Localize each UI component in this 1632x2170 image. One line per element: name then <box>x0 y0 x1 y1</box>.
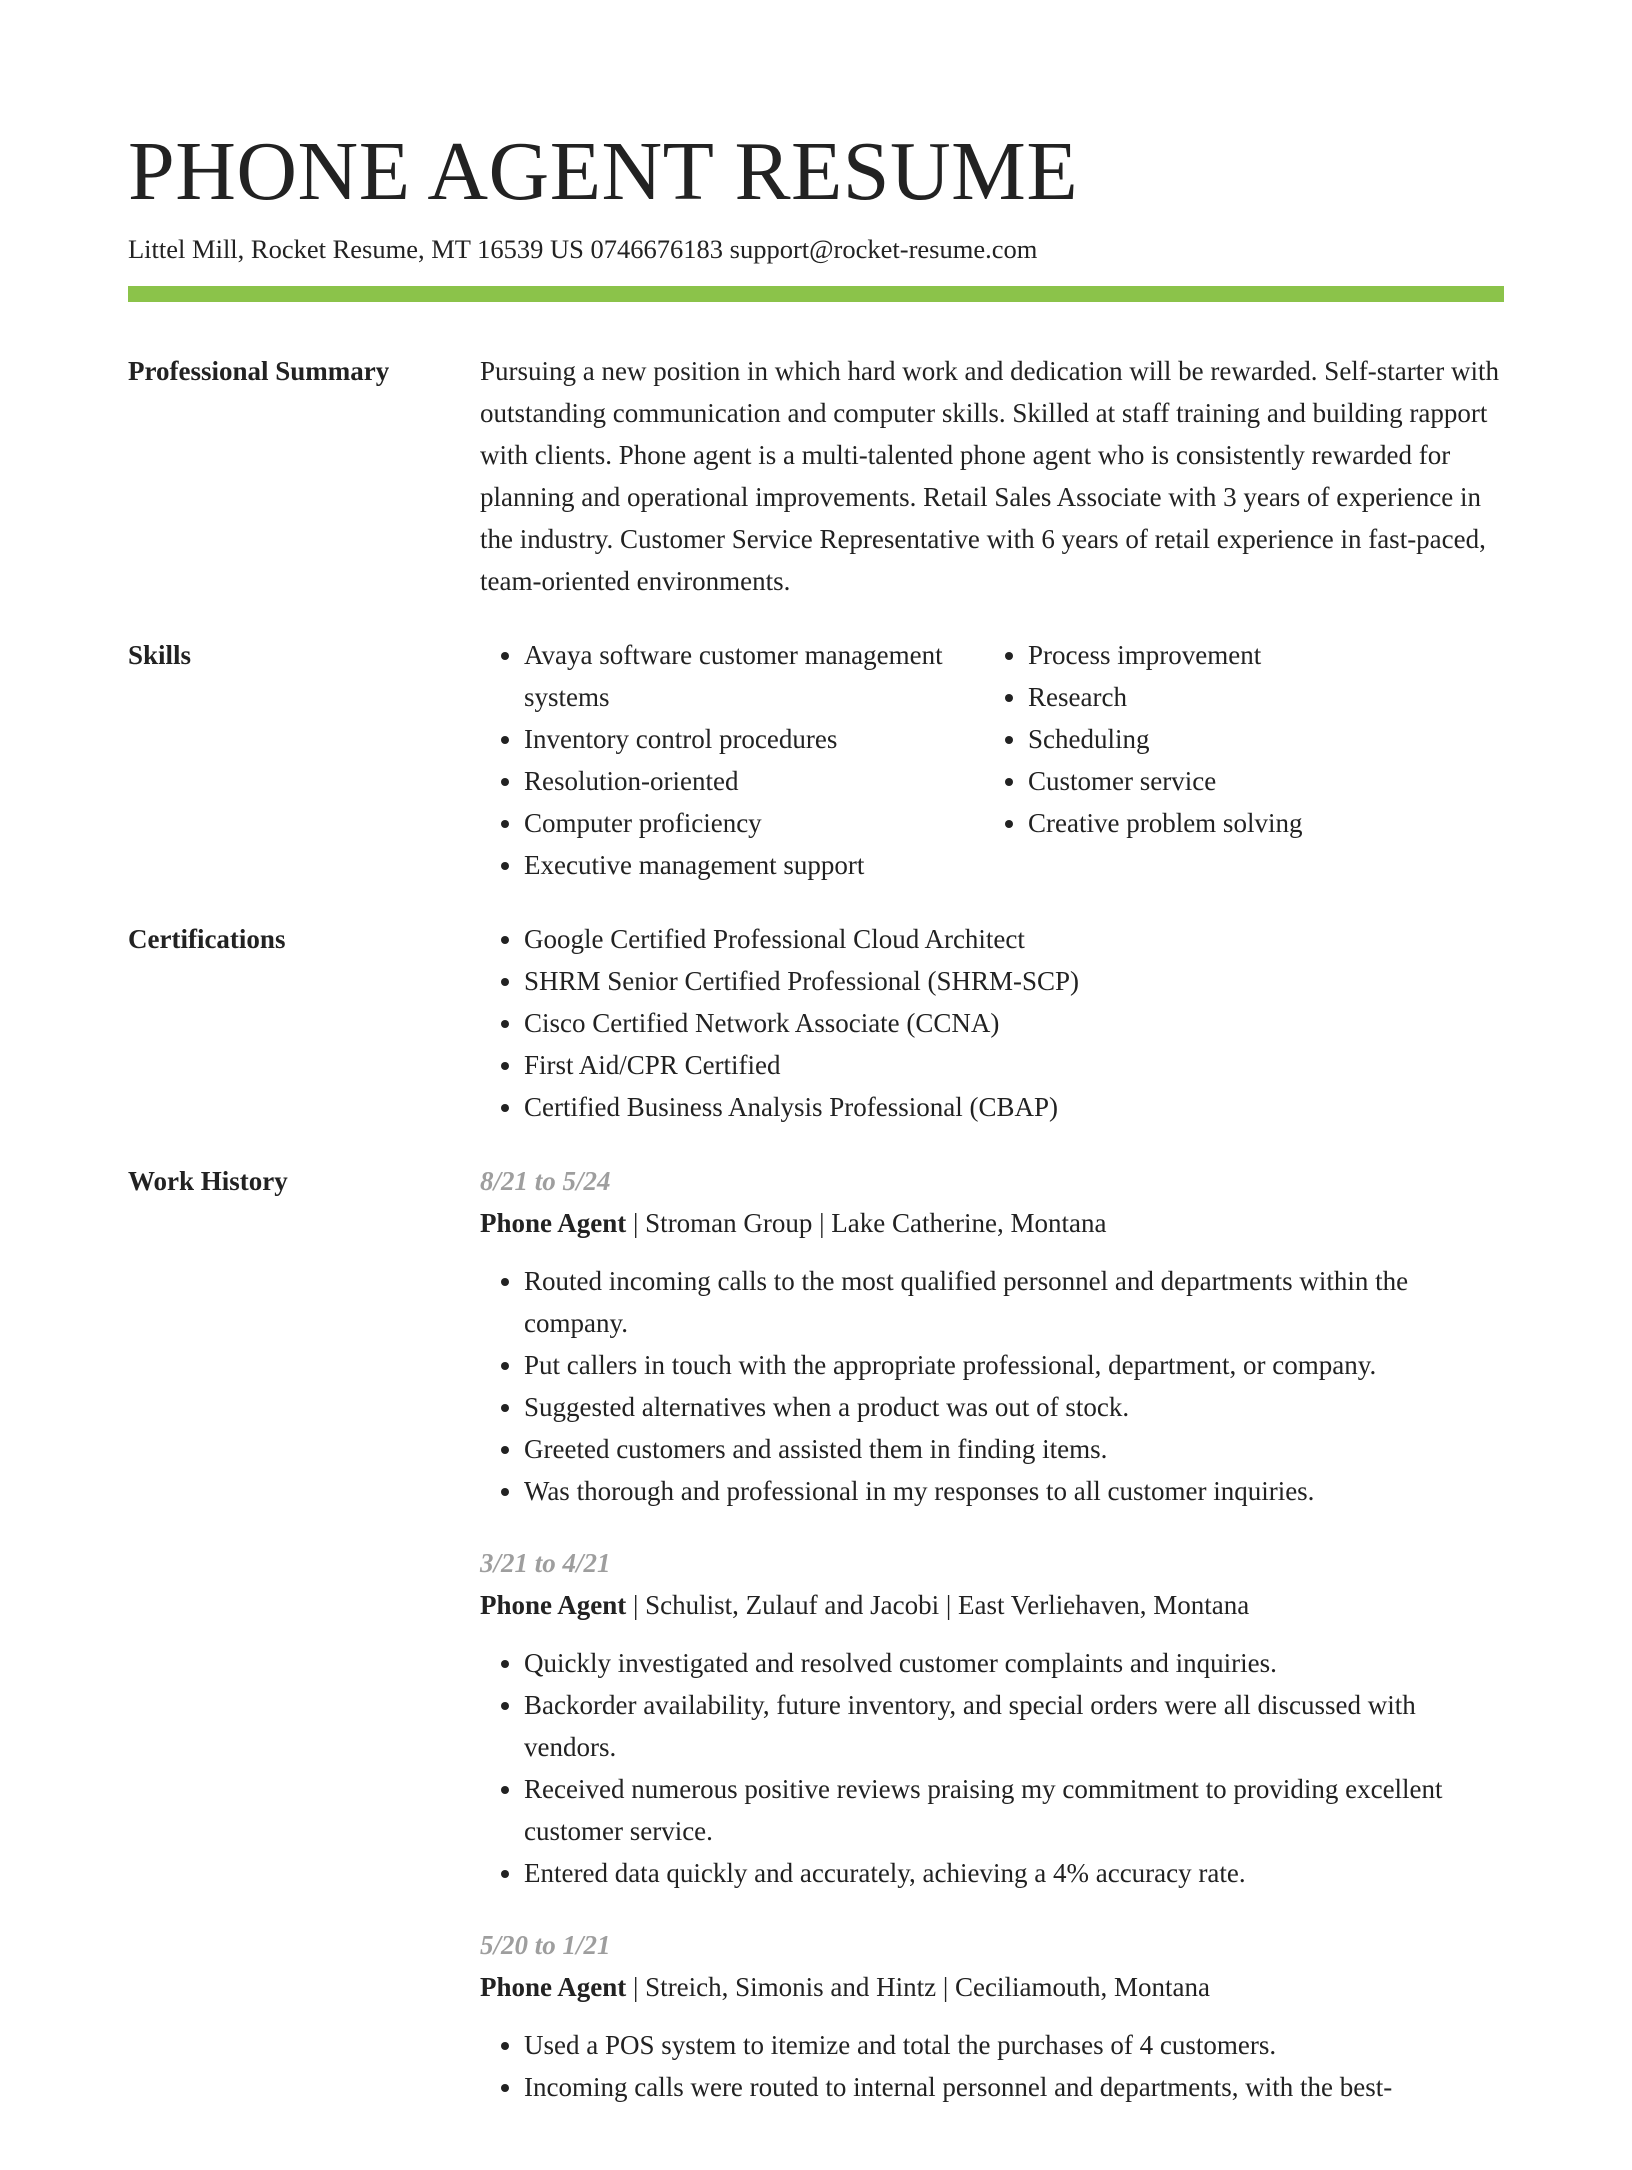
skill-item: • Process improvement <box>1028 634 1488 676</box>
job-title: Phone Agent <box>480 1972 627 2002</box>
job-bullet: • Entered data quickly and accurately, achieving a 4% accuracy rate. <box>524 1852 1504 1894</box>
section-label: Skills <box>128 640 192 670</box>
certification-item: • Cisco Certified Network Associate (CCNA) <box>524 1002 1504 1044</box>
job-heading <box>480 1584 1504 1626</box>
job-bullet: • Was thorough and professional in my responses to all customer inquiries. <box>524 1470 1504 1512</box>
job-bullets <box>480 1260 1504 1512</box>
certification-item: • Certified Business Analysis Professional (CBAP) <box>524 1086 1504 1128</box>
skill-item: • Executive management support <box>524 844 984 886</box>
job-bullet: • Used a POS system to itemize and total the purchases of 4 customers. <box>524 2024 1504 2066</box>
section-label: Professional Summary <box>128 356 390 386</box>
job-entry <box>480 1924 1504 2108</box>
contact-line: Littel Mill, Rocket Resume, MT 16539 US 0746676183 support@rocket-resume.com <box>128 234 1038 264</box>
summary-text: Pursuing a new position in which hard work and dedication will be rewarded. Self-starter with outstanding communication and computer skills. Skilled at staff training and building rapport with clients. Phone agent is a multi-talented phone agent who is consistently rewarded for planning and operational improvements. Retail Sales Associate with 3 years of experience in the industry. Customer Service Representative with 6 years of retail experience in fast-paced, team-oriented environments. <box>480 356 1499 596</box>
job-bullet: • Greeted customers and assisted them in finding items. <box>524 1428 1504 1470</box>
section-work-history <box>128 1160 1504 2138</box>
job-dates: 3/21 to 4/21 <box>480 1548 611 1578</box>
job-heading <box>480 1966 1504 2008</box>
section-label: Work History <box>128 1166 288 1196</box>
job-title: Phone Agent <box>480 1590 627 1620</box>
job-dates: 5/20 to 1/21 <box>480 1930 611 1960</box>
resume-sections <box>128 350 1504 2170</box>
job-bullet: • Incoming calls were routed to internal personnel and departments, with the best- <box>524 2066 1504 2108</box>
skill-item: • Customer service <box>1028 760 1488 802</box>
job-bullets <box>480 1642 1504 1894</box>
job-title: Phone Agent <box>480 1208 627 1238</box>
job-bullet: • Routed incoming calls to the most qualified personnel and departments within the company. <box>524 1260 1504 1344</box>
section-label: Certifications <box>128 924 286 954</box>
job-details: | Schulist, Zulauf and Jacobi | East Verliehaven, Montana <box>626 1590 1250 1620</box>
skill-item: • Computer proficiency <box>524 802 984 844</box>
job-dates: 8/21 to 5/24 <box>480 1166 611 1196</box>
skills-grid <box>480 634 1504 886</box>
job-details: | Stroman Group | Lake Catherine, Montana <box>626 1208 1107 1238</box>
job-entry <box>480 1542 1504 1894</box>
job-bullets <box>480 2024 1504 2108</box>
job-bullet: • Suggested alternatives when a product was out of stock. <box>524 1386 1504 1428</box>
section-content <box>480 1160 1504 2138</box>
job-bullet: • Put callers in touch with the appropriate professional, department, or company. <box>524 1344 1504 1386</box>
skills-column-2 <box>984 634 1488 886</box>
skills-column-1 <box>480 634 984 886</box>
skill-item: • Scheduling <box>1028 718 1488 760</box>
job-bullet: • Received numerous positive reviews praising my commitment to providing excellent customer service. <box>524 1768 1504 1852</box>
certification-item: • SHRM Senior Certified Professional (SHRM-SCP) <box>524 960 1504 1002</box>
section-professional-summary <box>128 350 1504 602</box>
skill-item: • Research <box>1028 676 1488 718</box>
header-divider <box>128 286 1504 302</box>
resume-title: PHONE AGENT RESUME <box>128 125 1079 218</box>
section-content <box>480 918 1504 1128</box>
section-certifications <box>128 918 1504 1128</box>
skill-item: • Avaya software customer management systems <box>524 634 984 718</box>
skill-item: • Resolution-oriented <box>524 760 984 802</box>
section-content <box>480 350 1504 602</box>
job-heading <box>480 1202 1504 1244</box>
job-bullet: • Backorder availability, future inventory, and special orders were all discussed with vendors. <box>524 1684 1504 1768</box>
certification-item: • Google Certified Professional Cloud Architect <box>524 918 1504 960</box>
job-details: | Streich, Simonis and Hintz | Ceciliamouth, Montana <box>626 1972 1210 2002</box>
skill-item: • Inventory control procedures <box>524 718 984 760</box>
job-bullet: • Quickly investigated and resolved customer complaints and inquiries. <box>524 1642 1504 1684</box>
skill-item: • Creative problem solving <box>1028 802 1488 844</box>
job-entry <box>480 1160 1504 1512</box>
certification-item: • First Aid/CPR Certified <box>524 1044 1504 1086</box>
certifications-list <box>480 918 1504 1128</box>
section-skills <box>128 634 1504 886</box>
